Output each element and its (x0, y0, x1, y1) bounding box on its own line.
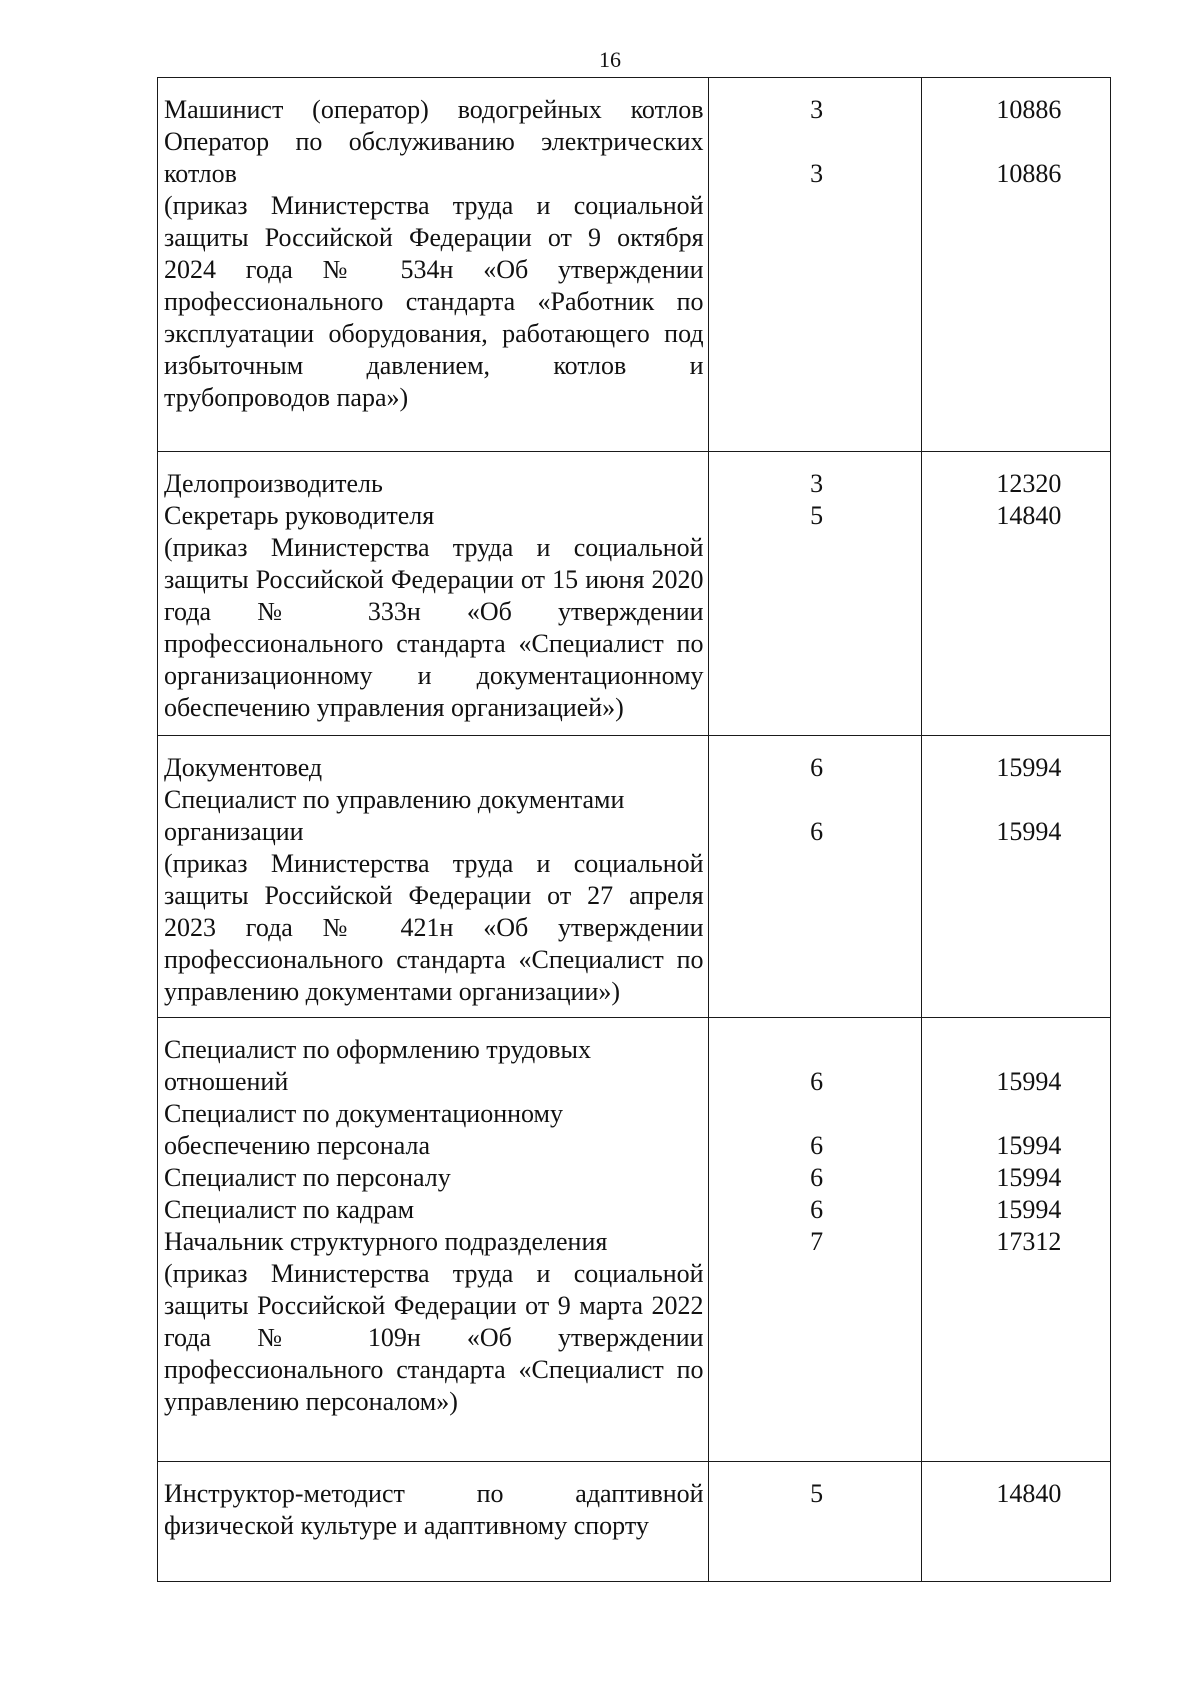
qualification-level: 5 (810, 501, 824, 530)
position-name: Специалист по управлению документами (164, 785, 625, 814)
page-number: 16 (599, 47, 621, 72)
salary-value (928, 126, 1106, 158)
position-cell (158, 78, 709, 452)
table-row (158, 1462, 1111, 1582)
position-cell (158, 452, 709, 736)
salary-value: 15994 (996, 753, 1062, 782)
qualification-level: 6 (810, 817, 824, 846)
position-name: Специалист по оформлению трудовых (164, 1035, 591, 1064)
salary-value (928, 784, 1106, 816)
salary-value: 15994 (996, 1195, 1062, 1224)
qualification-level: 3 (810, 159, 824, 188)
salary-value: 17312 (996, 1227, 1062, 1256)
table-row (158, 452, 1111, 736)
order-reference: (приказ Министерства труда и социальной защиты Российской Федерации от 9 марта 2022 года № 109н «Об утверждении профессионального стандарта «Специалист по управлению персоналом») (164, 1259, 704, 1416)
salary-cell (921, 1018, 1110, 1462)
position-name: Секретарь руководителя (164, 501, 435, 530)
qualification-level: 3 (810, 95, 824, 124)
qualification-level (715, 126, 917, 158)
qualification-level (715, 784, 917, 816)
position-name: отношений (164, 1067, 289, 1096)
position-name: Специалист по кадрам (164, 1195, 415, 1224)
position-name: обеспечению персонала (164, 1131, 430, 1160)
qualification-level: 6 (810, 1163, 824, 1192)
position-cell (158, 1462, 709, 1582)
position-name: Начальник структурного подразделения (164, 1227, 608, 1256)
qualification-level: 6 (810, 1067, 824, 1096)
position-name: котлов (164, 159, 237, 188)
salary-value: 14840 (996, 501, 1062, 530)
position-cell (158, 1018, 709, 1462)
position-name: Специалист по персоналу (164, 1163, 451, 1192)
qualification-table (157, 77, 1111, 1582)
position-name: Машинист (оператор) водогрейных котлов (164, 95, 704, 124)
position-name: Делопроизводитель (164, 469, 383, 498)
salary-value: 14840 (996, 1479, 1062, 1508)
salary-cell (921, 1462, 1110, 1582)
salary-cell (921, 452, 1110, 736)
qualification-level: 6 (810, 1195, 824, 1224)
qualification-level (715, 1098, 917, 1130)
salary-value: 15994 (996, 1067, 1062, 1096)
salary-value: 15994 (996, 1131, 1062, 1160)
table-row (158, 78, 1111, 452)
salary-value (928, 1098, 1106, 1130)
level-cell (708, 1018, 921, 1462)
salary-value: 10886 (996, 159, 1062, 188)
salary-value: 15994 (996, 817, 1062, 846)
qualification-level: 6 (810, 1131, 824, 1160)
qualification-level: 7 (810, 1227, 824, 1256)
salary-cell (921, 78, 1110, 452)
level-cell (708, 736, 921, 1018)
table-row (158, 736, 1111, 1018)
order-reference: (приказ Министерства труда и социальной защиты Российской Федерации от 9 октября 2024 года № 534н «Об утверждении профессионального стандарта «Работник по эксплуатации оборудования, работающего под избыточным давлением, котлов и трубопроводов пара») (164, 191, 704, 412)
qualification-level (715, 1034, 917, 1066)
qualification-level: 5 (810, 1479, 824, 1508)
salary-cell (921, 736, 1110, 1018)
qualification-level: 3 (810, 469, 824, 498)
salary-value (928, 1034, 1106, 1066)
table-row (158, 1018, 1111, 1462)
position-cell (158, 736, 709, 1018)
order-reference: (приказ Министерства труда и социальной защиты Российской Федерации от 15 июня 2020 года № 333н «Об утверждении профессионального стандарта «Специалист по организационному и документационному обеспечению управления организацией») (164, 533, 704, 722)
qualification-level: 6 (810, 753, 824, 782)
level-cell (708, 1462, 921, 1582)
position-name: Инструктор-методист по адаптивной физической культуре и адаптивному спорту (164, 1479, 704, 1540)
order-reference: (приказ Министерства труда и социальной защиты Российской Федерации от 27 апреля 2023 года № 421н «Об утверждении профессионального стандарта «Специалист по управлению документами организации») (164, 849, 704, 1006)
position-name: Документовед (164, 753, 323, 782)
position-name: Оператор по обслуживанию электрических (164, 127, 704, 156)
salary-value: 12320 (996, 469, 1062, 498)
salary-value: 10886 (996, 95, 1062, 124)
salary-value: 15994 (996, 1163, 1062, 1192)
position-name: Специалист по документационному (164, 1099, 563, 1128)
position-name: организации (164, 817, 304, 846)
level-cell (708, 78, 921, 452)
level-cell (708, 452, 921, 736)
